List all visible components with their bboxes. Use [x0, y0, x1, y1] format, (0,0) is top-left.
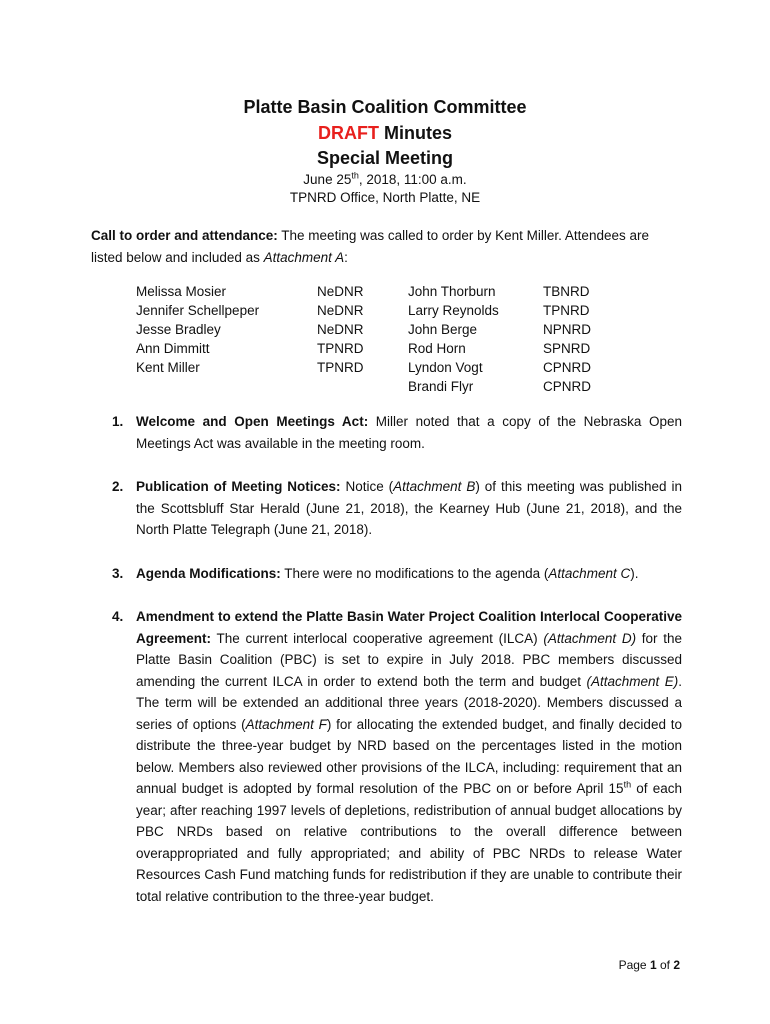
item-text: ) of this meeting was published in the Scottsbluff Star Herald (June 21, 2018), the Kearney Hub (June 21, 2018), and the North Platte Telegraph (June 21, 2018).	[136, 479, 682, 537]
attendee-name: Jennifer Schellpeper	[136, 303, 260, 318]
attachment-e-ref: (Attachment E)	[586, 673, 679, 689]
attendee-org: CPNRD	[543, 360, 592, 375]
agenda-item-1	[112, 411, 682, 454]
attendee-orgs-right	[543, 282, 591, 396]
attendee-org: NeDNR	[317, 284, 364, 299]
attendee-org: TPNRD	[317, 341, 364, 356]
attachment-b-ref: Attachment B	[393, 479, 476, 494]
attendee-name: Larry Reynolds	[408, 303, 499, 318]
attendee-name: Kent Miller	[136, 360, 200, 375]
meeting-type-heading: Special Meeting	[316, 148, 454, 168]
item-text: ).	[630, 566, 639, 581]
item-text: Miller noted that a copy of the Nebraska Open Meetings Act was available in the meeting room.	[136, 414, 682, 451]
date-superscript: th	[623, 779, 632, 790]
attendee-org: NPNRD	[543, 322, 592, 337]
item-text: of each year; after reaching 1997 levels of depletions, redistribution of annual budget allocations by PBC NRDs based on relative contributions to the overall difference between overappropriated and fully appropriated; and ability of PBC NRDs to release Water Resources Cash Fund matching funds for redistribution if they are unable to contribute their total relative contribution to the three-year budget.	[136, 781, 682, 904]
attendee-org: NeDNR	[317, 303, 364, 318]
attendee-name: Lyndon Vogt	[408, 360, 483, 375]
of-word: of	[656, 958, 674, 972]
meeting-date	[0, 171, 770, 189]
draft-minutes-heading	[0, 121, 770, 145]
item-body	[136, 476, 682, 541]
item-text: The current interlocal cooperative agreement (ILCA)	[211, 630, 544, 646]
item-heading: Amendment to extend the Platte Basin Water Project Coalition Interlocal Cooperative Agreement:	[136, 609, 682, 646]
item-number: 2.	[112, 479, 124, 494]
item-text: . The term will be extended an additional three years (2018-2020). Members discussed a series of options (	[136, 673, 682, 732]
attachment-d-ref: (Attachment D)	[543, 630, 637, 646]
attendee-org: CPNRD	[543, 379, 592, 394]
attendee-names-right	[408, 282, 499, 396]
call-to-order-text: The meeting was called to order by Kent Miller. Attendees are listed below and included as	[91, 228, 649, 265]
call-to-order-paragraph	[91, 225, 681, 268]
attachment-c-ref: Attachment C	[548, 566, 631, 581]
attachment-a-ref: Attachment A	[263, 249, 345, 265]
meeting-location: TPNRD Office, North Platte, NE	[289, 190, 481, 205]
agenda-item-4	[112, 606, 682, 907]
attendee-name: Brandi Flyr	[408, 379, 474, 394]
document-title: Platte Basin Coalition Committee	[243, 97, 527, 117]
date-prefix: June 25	[303, 172, 352, 187]
attendee-org: TBNRD	[543, 284, 590, 299]
draft-label: DRAFT	[317, 123, 379, 143]
item-heading: Agenda Modifications:	[136, 566, 281, 581]
call-to-order-tail: :	[344, 249, 348, 265]
item-text: There were no modifications to the agenda (	[280, 566, 549, 581]
attendee-name: John Thorburn	[408, 284, 496, 299]
attachment-f-ref: Attachment F	[245, 716, 327, 732]
item-body	[136, 606, 682, 907]
date-superscript: th	[351, 170, 359, 181]
attendee-org: SPNRD	[543, 341, 591, 356]
agenda-item-3	[112, 563, 682, 585]
attendee-org: NeDNR	[317, 322, 364, 337]
item-heading: Welcome and Open Meetings Act:	[136, 414, 369, 429]
attendee-org: TPNRD	[543, 303, 590, 318]
item-text: Notice (	[340, 479, 394, 494]
call-to-order-label: Call to order and attendance:	[91, 228, 278, 243]
item-text: for the Platte Basin Coalition (PBC) is set to expire in July 2018. PBC members discussed amending the current ILCA in order to extend both the term and budget	[136, 630, 683, 689]
item-body	[136, 563, 682, 585]
attendee-name: John Berge	[408, 322, 478, 337]
date-suffix: , 2018, 11:00 a.m.	[358, 172, 467, 187]
page-number	[550, 958, 680, 972]
current-page: 1	[649, 958, 657, 972]
attendee-org: TPNRD	[317, 360, 364, 375]
item-body	[136, 411, 682, 454]
total-pages: 2	[673, 958, 680, 972]
attendee-names-left	[136, 282, 259, 377]
minutes-label: Minutes	[378, 123, 452, 143]
item-heading: Publication of Meeting Notices:	[136, 479, 341, 494]
item-number: 3.	[112, 566, 124, 581]
attendee-name: Rod Horn	[408, 341, 466, 356]
attendee-name: Melissa Mosier	[136, 284, 227, 299]
attendee-name: Ann Dimmitt	[136, 341, 210, 356]
attendee-name: Jesse Bradley	[136, 322, 221, 337]
page-word: Page	[618, 958, 650, 972]
item-number: 4.	[112, 609, 124, 624]
attendee-orgs-left	[317, 282, 364, 377]
item-number: 1.	[112, 414, 124, 429]
item-text: ) for allocating the extended budget, and finally decided to distribute the three-year budget by NRD based on the percentages listed in the motion below. Members also reviewed other provisions of the ILCA, including: requirement that an annual budget is adopted by formal resolution of the PBC on or before April 15	[136, 716, 682, 796]
agenda-item-2	[112, 476, 682, 541]
